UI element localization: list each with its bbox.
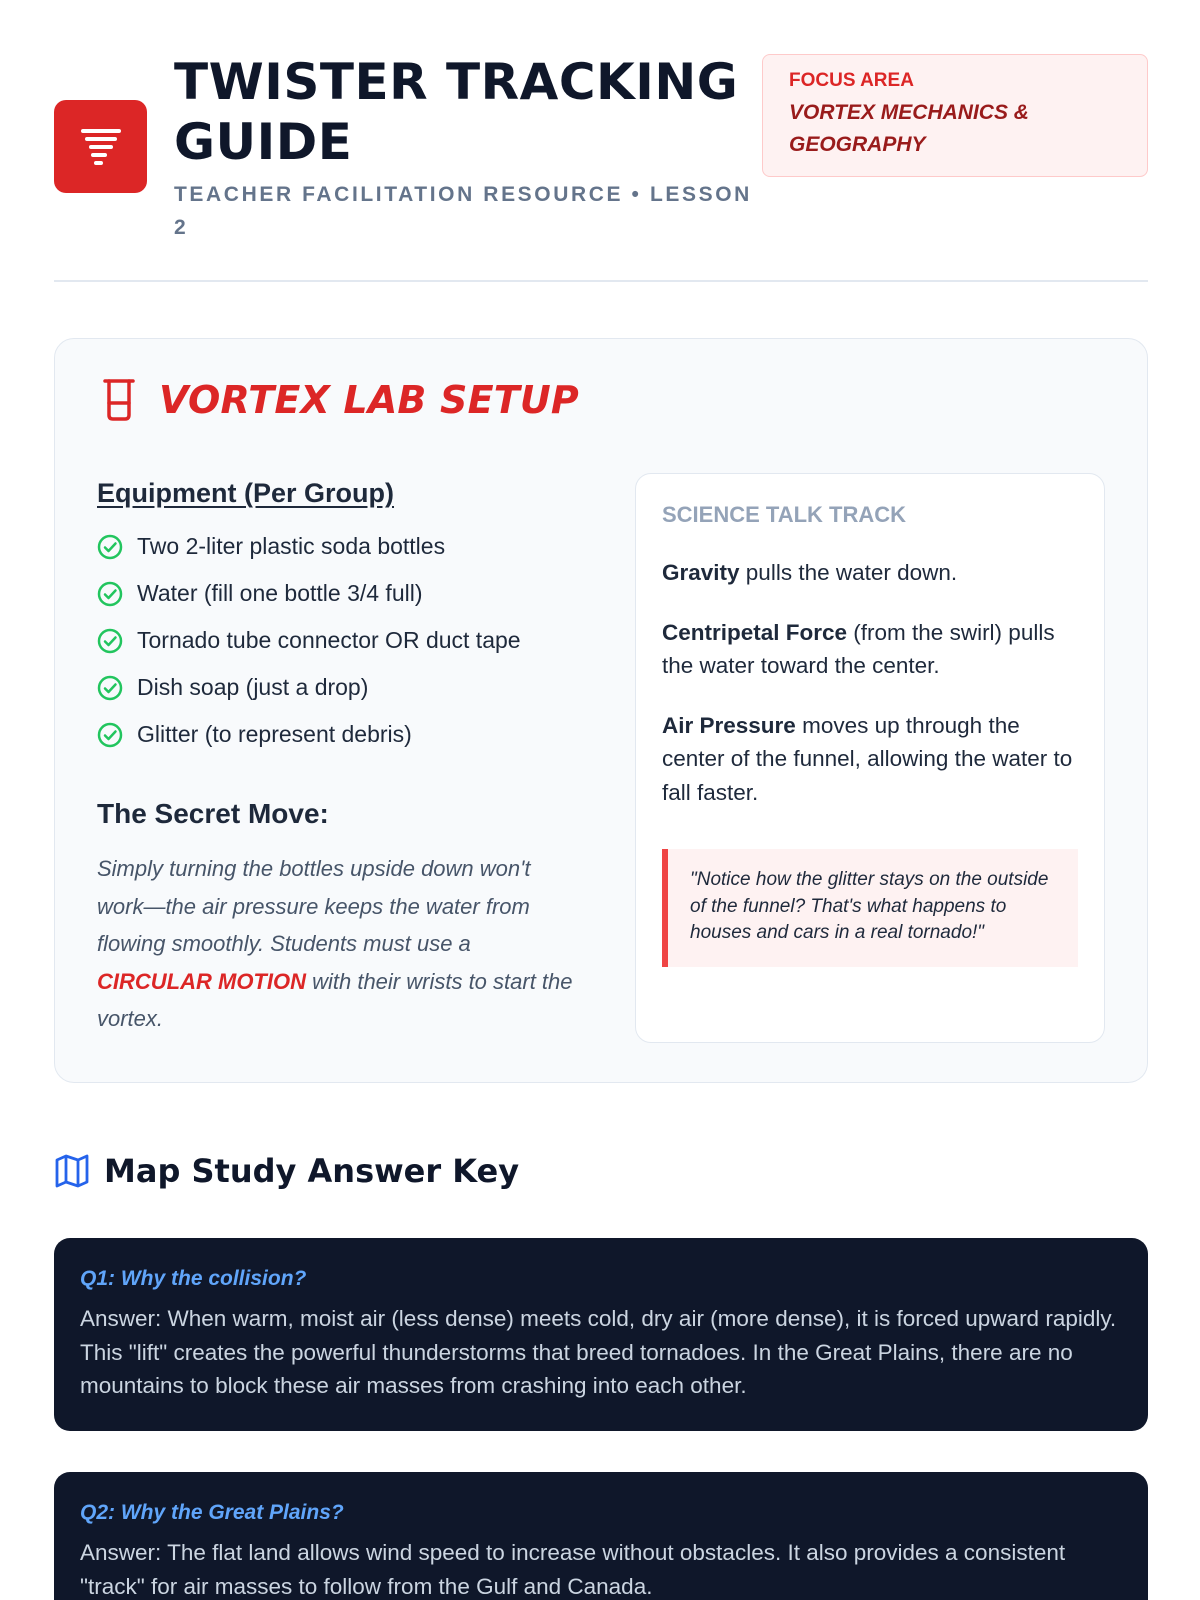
focus-area-label: FOCUS AREA bbox=[789, 70, 914, 91]
answer-text: Answer: The flat land allows wind speed to increase without obstacles. It also provides a consistent "track" for air masses to follow from the Gulf and Canada. bbox=[80, 1540, 1066, 1599]
talk-text: pulls the water down. bbox=[739, 560, 958, 585]
check-circle-icon bbox=[97, 581, 123, 607]
tornado-icon bbox=[79, 125, 123, 169]
check-circle-icon bbox=[97, 675, 123, 701]
equipment-item-label: Two 2-liter plastic soda bottles bbox=[137, 533, 446, 559]
check-circle-icon bbox=[97, 722, 123, 748]
equipment-item-label: Glitter (to represent debris) bbox=[137, 721, 412, 747]
page-subtitle: TEACHER FACILITATION RESOURCE • LESSON 2 bbox=[174, 183, 752, 239]
page-title: TWISTER TRACKING GUIDE bbox=[174, 53, 739, 171]
term-gravity: Gravity bbox=[662, 560, 740, 585]
page-header bbox=[54, 52, 1148, 282]
header-divider bbox=[54, 280, 1148, 282]
teacher-quote: "Notice how the glitter stays on the outside of the funnel? That's what happens to houses and cars in a real tornado!" bbox=[662, 849, 1078, 967]
vortex-lab-card bbox=[54, 338, 1148, 1083]
term-centripetal-force: Centripetal Force bbox=[662, 619, 848, 645]
focus-area-badge bbox=[762, 54, 1148, 177]
list-item bbox=[97, 664, 577, 711]
equipment-item-label: Water (fill one bottle 3/4 full) bbox=[137, 580, 423, 606]
talk-paragraph-centripetal bbox=[662, 616, 1078, 683]
equipment-title: Equipment (Per Group) bbox=[97, 478, 394, 508]
map-icon bbox=[54, 1154, 90, 1188]
list-item bbox=[97, 570, 577, 617]
beaker-icon bbox=[99, 377, 139, 423]
logo bbox=[54, 100, 147, 193]
list-item bbox=[97, 523, 577, 570]
equipment-list bbox=[97, 523, 577, 758]
talk-track-label: SCIENCE TALK TRACK bbox=[662, 502, 907, 527]
secret-move-text bbox=[97, 850, 577, 1038]
science-talk-track-card bbox=[635, 473, 1105, 1043]
check-circle-icon bbox=[97, 628, 123, 654]
secret-highlight: CIRCULAR MOTION bbox=[97, 968, 306, 994]
secret-text-after: with their wrists to start the vortex. bbox=[97, 968, 573, 1031]
talk-paragraph-air-pressure bbox=[662, 709, 1078, 810]
secret-text-before: Simply turning the bottles upside down won't work—the air pressure keeps the water from flowing smoothly. Students must use a bbox=[97, 856, 531, 956]
talk-text: moves up through the center of the funnel, allowing the water to fall faster. bbox=[662, 712, 1073, 805]
secret-move-title: The Secret Move: bbox=[97, 798, 329, 829]
focus-area-value: VORTEX MECHANICS & GEOGRAPHY bbox=[789, 101, 1029, 156]
list-item bbox=[97, 617, 577, 664]
question-label: Q1: Why the collision? bbox=[80, 1267, 307, 1290]
answer-card-q2 bbox=[54, 1472, 1148, 1600]
term-air-pressure: Air Pressure bbox=[662, 712, 796, 738]
equipment-item-label: Dish soap (just a drop) bbox=[137, 674, 369, 700]
map-study-title: Map Study Answer Key bbox=[104, 1152, 520, 1190]
map-study-header bbox=[54, 1152, 519, 1190]
list-item bbox=[97, 711, 577, 758]
answer-text: Answer: When warm, moist air (less dense) meets cold, dry air (more dense), it is forced upward rapidly. This "lift" creates the powerful thunderstorms that breed tornadoes. In the Great Plains, there are no mountains to block these air masses from crashing into each other. bbox=[80, 1306, 1117, 1398]
question-label: Q2: Why the Great Plains? bbox=[80, 1501, 344, 1524]
lab-header bbox=[99, 377, 579, 423]
lab-title: VORTEX LAB SETUP bbox=[159, 378, 579, 422]
check-circle-icon bbox=[97, 534, 123, 560]
title-block bbox=[174, 52, 754, 244]
talk-paragraph-gravity bbox=[662, 556, 1078, 590]
answer-card-q1 bbox=[54, 1238, 1148, 1431]
equipment-column bbox=[97, 475, 577, 1038]
talk-text: (from the swirl) pulls the water toward the center. bbox=[662, 619, 1055, 678]
equipment-item-label: Tornado tube connector OR duct tape bbox=[137, 627, 521, 653]
